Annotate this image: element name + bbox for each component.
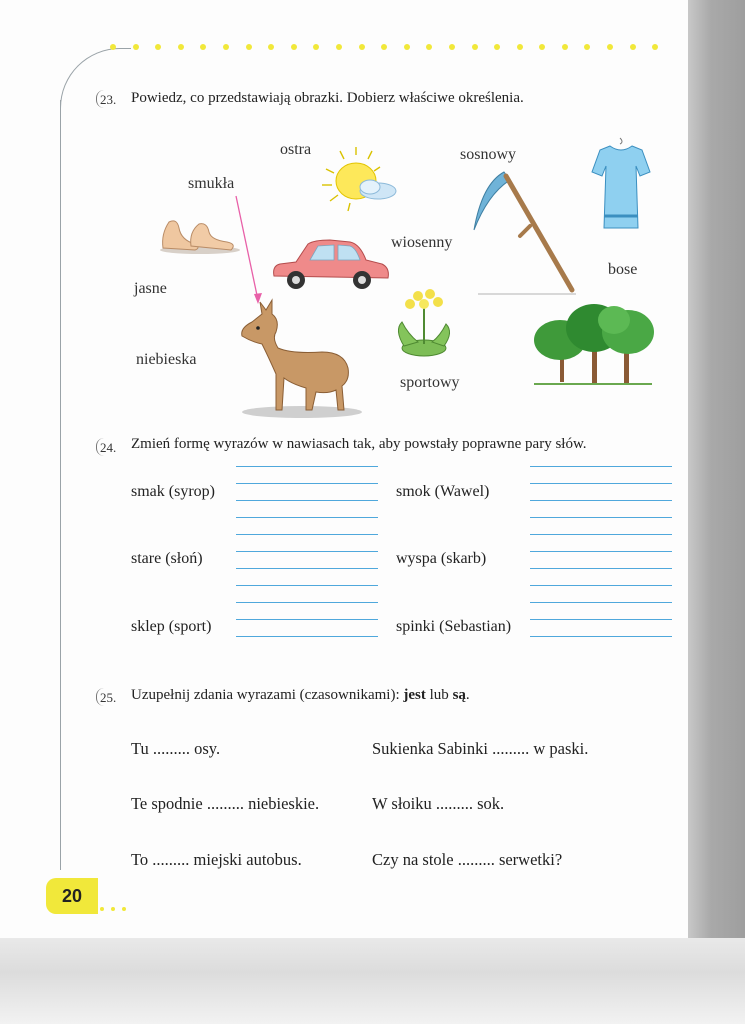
sentence-right-3: Czy na stole ......... serwetki? [372, 850, 563, 869]
sentence-left-3: To ......... miejski autobus. [131, 850, 302, 869]
word-bose: bose [608, 261, 638, 278]
word-ostra: ostra [280, 141, 312, 158]
pair-right-2: wyspa (skarb) [396, 550, 487, 567]
page-number-dots [100, 898, 133, 916]
deer-picture [232, 298, 366, 420]
word-smukla: smukła [188, 175, 235, 192]
exercise-23-instruction: Powiedz, co przedstawiają obrazki. Dobierz właściwe określenia. [131, 90, 524, 106]
car-picture [270, 236, 392, 294]
word-jasne: jasne [134, 280, 167, 297]
exercise-25-number: 25. [100, 690, 117, 705]
page-number: 20 [46, 878, 98, 914]
exercise-25-instruction: Uzupełnij zdania wyrazami (czasownikami): jest lub są. [131, 687, 470, 703]
sentence-left-1: Tu ......... osy. [131, 739, 221, 758]
word-wiosenny: wiosenny [391, 234, 453, 251]
pine-forest-picture [530, 300, 656, 386]
pair-right-1: smok (Wawel) [396, 483, 490, 500]
word-sportowy: sportowy [400, 374, 460, 391]
dress-picture [590, 136, 652, 232]
pair-right-3: spinki (Sebastian) [396, 618, 512, 635]
word-sosnowy: sosnowy [460, 146, 517, 163]
answer-lines-right[interactable] [530, 466, 672, 653]
word-sa: są [452, 687, 466, 703]
sentence-left-2: Te spodnie ......... niebieskie. [131, 794, 320, 813]
sun-picture [318, 145, 403, 215]
scythe-picture [468, 168, 580, 296]
word-niebieska: niebieska [136, 351, 197, 368]
answer-lines-left[interactable] [236, 466, 378, 653]
sentence-right-1: Sukienka Sabinki ......... w paski. [372, 739, 589, 758]
word-jest: jest [403, 687, 426, 703]
exercise-24-number: 24. [100, 440, 117, 455]
pair-left-3: sklep (sport) [131, 618, 212, 635]
bare-feet-picture [155, 214, 245, 256]
exercise-24-instruction: Zmień formę wyrazów w nawiasach tak, aby powstały poprawne pary słów. [131, 436, 587, 452]
pair-left-1: smak (syrop) [131, 483, 215, 500]
pair-left-2: stare (słoń) [131, 550, 203, 567]
exercise-23-number: 23. [100, 92, 117, 107]
flower-picture [388, 286, 458, 358]
sentence-right-2: W słoiku ......... sok. [372, 794, 505, 813]
